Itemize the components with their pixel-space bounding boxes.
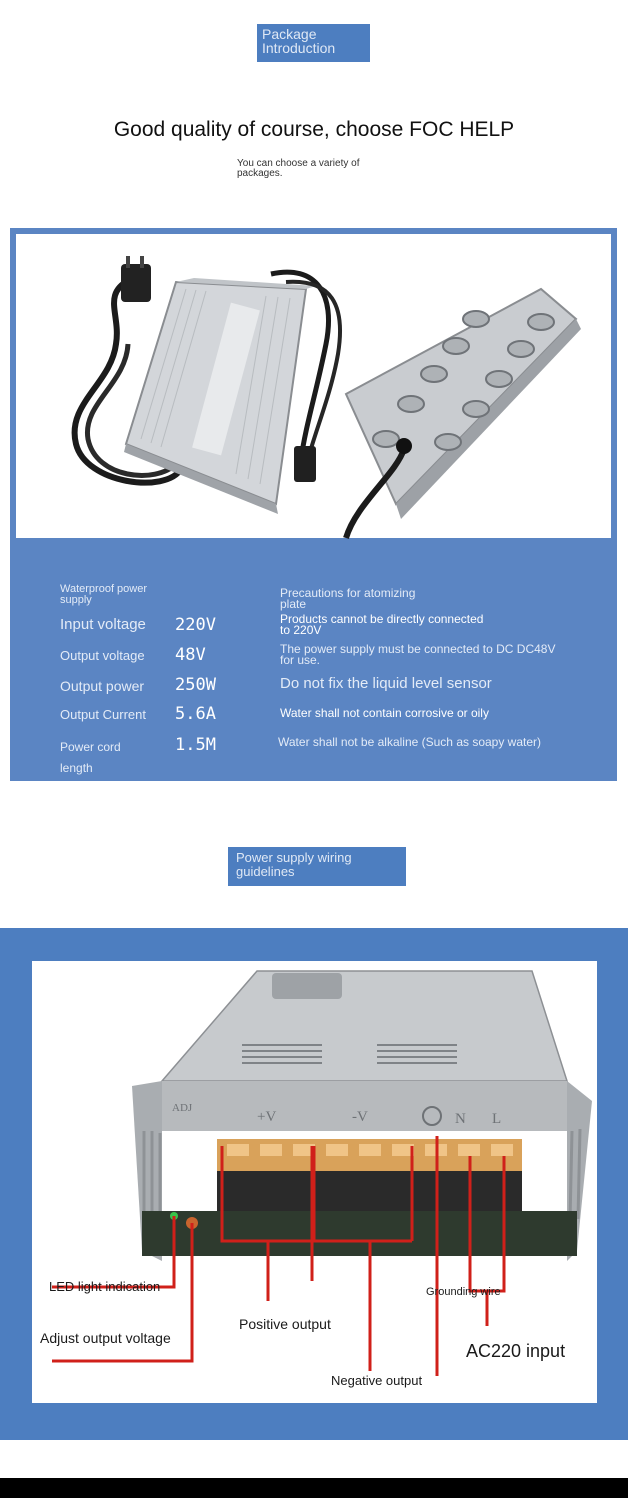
- spec-value-output-power: 250W: [175, 675, 216, 695]
- spec-label-input-voltage: Input voltage: [60, 616, 146, 633]
- subline: You can choose a variety of packages.: [237, 158, 360, 179]
- product-photo: [16, 234, 611, 538]
- terminal-label-negative: -V: [352, 1109, 368, 1125]
- spec-value-output-voltage: 48V: [175, 645, 206, 665]
- precaution-item-2: The power supply must be connected to DC DC48V for use.: [280, 642, 556, 667]
- terminal-label-positive: +V: [257, 1109, 277, 1125]
- spec-value-power-cord-length: 1.5M: [175, 735, 216, 755]
- spec-label-power-cord-length: Power cord length: [60, 740, 121, 775]
- precaution-item-4: Water shall not contain corrosive or oily: [280, 706, 489, 720]
- precaution-item-3: Do not fix the liquid level sensor: [280, 675, 492, 692]
- label-led-indication: LED light indication: [49, 1279, 161, 1294]
- spec-label-output-current: Output Current: [60, 707, 146, 722]
- connector-icon: [294, 446, 316, 482]
- spec-value-input-voltage: 220V: [175, 615, 216, 635]
- label-ac220-input: AC220 input: [466, 1341, 566, 1361]
- wiring-guidelines-tag: Power supply wiring guidelines: [228, 847, 406, 886]
- label-negative-output: Negative output: [331, 1373, 423, 1388]
- power-supply-and-atomizer-illustration: [16, 234, 611, 538]
- package-introduction-tag: Package Introduction: [257, 24, 370, 62]
- bottom-bar: [0, 1478, 628, 1498]
- label-adjust-output-voltage: Adjust output voltage: [40, 1330, 171, 1346]
- label-positive-output: Positive output: [239, 1316, 331, 1332]
- product-panel: [10, 228, 617, 781]
- terminal-label-l: L: [492, 1111, 502, 1127]
- plug-icon: [121, 264, 151, 302]
- terminal-label-adj: ADJ: [172, 1102, 193, 1114]
- label-grounding-wire: Grounding wire: [426, 1286, 501, 1298]
- terminal-label-n: N: [455, 1111, 466, 1127]
- precautions-title: Precautions for atomizing plate: [280, 586, 416, 611]
- switching-power-supply-diagram: [32, 961, 597, 1403]
- spec-value-output-current: 5.6A: [175, 704, 216, 724]
- headline: Good quality of course, choose FOC HELP: [113, 118, 515, 141]
- precaution-item-5: Water shall not be alkaline (Such as soapy water): [278, 735, 542, 749]
- spec-label-output-power: Output power: [60, 678, 145, 694]
- spec-label-output-voltage: Output voltage: [60, 648, 145, 663]
- precaution-item-1: Products cannot be directly connected to 220V: [280, 612, 484, 637]
- specs-title: Waterproof power supply: [60, 583, 148, 606]
- wiring-card: [32, 961, 597, 1403]
